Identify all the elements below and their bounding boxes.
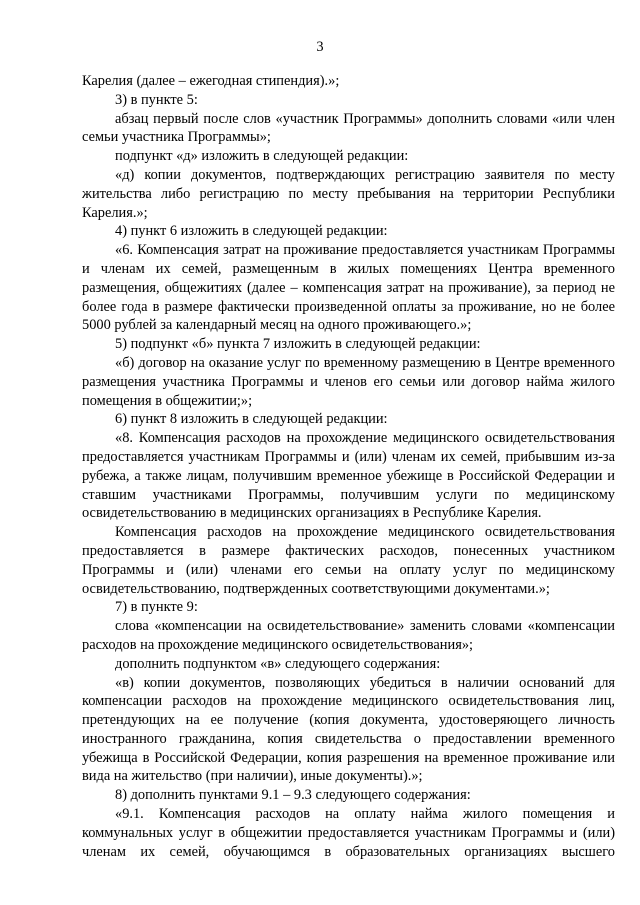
paragraph-subpoint-b-text: «б) договор на оказание услуг по временному размещению в Центре временного размещения участника Программы и членов его семьи или договор найма жилого помещения в общежитии;»; — [82, 354, 615, 409]
paragraph-item-7: 7) в пункте 9: — [115, 599, 198, 616]
paragraph-point-6-text: «6. Компенсация затрат на проживание предоставляется участникам Программы и членам их семей, размещенным в жилых помещениях Центра временного размещения, общежитиях (далее – компенсация затрат на проживание), за период не более года в размере фактически произведенной оплаты за проживание, но не более 5000 рублей за календарный месяц на одного проживающего.»; — [82, 242, 615, 334]
paragraph-point-9-1-text: «9.1. Компенсация расходов на оплату найма жилого помещения и коммунальных услуг в общежитии предоставляется участникам Программы и (или) членам их семей, обучающимся в образовательных организациях высшего — [82, 806, 615, 860]
paragraph-item-8: 8) дополнить пунктами 9.1 – 9.3 следующего содержания: — [115, 787, 471, 804]
paragraph-item-5: 5) подпункт «б» пункта 7 изложить в следующей редакции: — [115, 336, 481, 353]
paragraph-item-6: 6) пункт 8 изложить в следующей редакции: — [115, 411, 388, 428]
paragraph-point-8-compensation: Компенсация расходов на прохождение медицинского освидетельствования предоставляется в размере фактических расходов, понесенных участником Программы и (или) членами его семьи на оплату услуг по медицинскому освидетельствованию, подтвержденных соответствующими документами.»; — [82, 524, 615, 597]
paragraph-item-3-abzac: абзац первый после слов «участник Программы» дополнить словами «или член семьи участника Программы»; — [82, 110, 615, 146]
paragraph-continuation: Карелия (далее – ежегодная стипендия).»; — [82, 73, 340, 89]
paragraph-item-7-add-subpoint: дополнить подпунктом «в» следующего содержания: — [115, 655, 441, 672]
page-number: 3 — [316, 39, 324, 55]
paragraph-item-3-subpoint-d: подпункт «д» изложить в следующей редакции: — [115, 148, 409, 165]
paragraph-subpoint-v-text: «в) копии документов, позволяющих убедиться в наличии оснований для компенсации расходов на прохождение медицинского освидетельствования лиц, претендующих на ее получение (копия документа, удостоверяющего личность иностранного гражданина, копия свидетельства о предоставлении временного убежища в Российской Федерации, копия разрешения на временное проживание или вида на жительство (при наличии), иные документы).»; — [82, 674, 615, 785]
paragraph-subpoint-d-text: «д) копии документов, подтверждающих регистрацию заявителя по месту жительства либо регистрацию по месту пребывания на территории Республики Карелия.»; — [82, 166, 615, 221]
paragraph-item-4: 4) пункт 6 изложить в следующей редакции: — [115, 223, 388, 240]
paragraph-item-3: 3) в пункте 5: — [115, 91, 198, 108]
paragraph-item-7-words: слова «компенсации на освидетельствование» заменить словами «компенсации расходов на прохождение медицинского освидетельствования»; — [82, 618, 615, 653]
document-body — [82, 72, 615, 861]
paragraph-point-8-text: «8. Компенсация расходов на прохождение медицинского освидетельствования предоставляется участникам Программы и (или) членам их семей, прибывшим из-за рубежа, а также лицам, получившим временное убежище в Российской Федерации и ставшим участниками Программы, получившим услуги по медицинскому освидетельствованию в медицинских организациях в Республике Карелия. — [82, 430, 615, 522]
